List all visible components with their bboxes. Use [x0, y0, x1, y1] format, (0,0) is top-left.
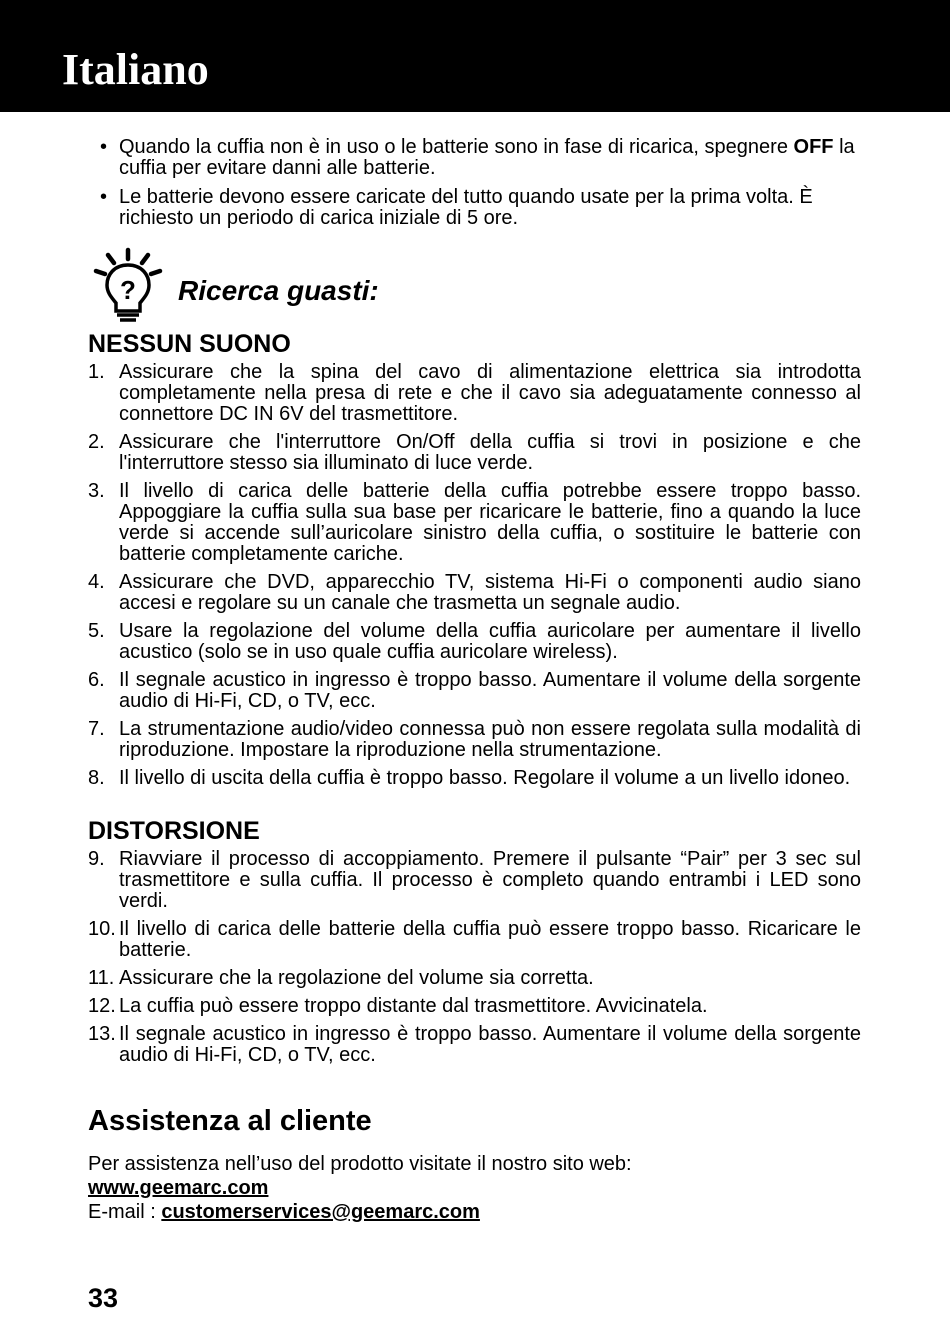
section-spacer	[88, 796, 861, 816]
bullet-icon: •	[100, 186, 108, 208]
email-link[interactable]: customerservices@geemarc.com	[161, 1201, 480, 1223]
item-number: 9.	[88, 848, 105, 870]
note-strong: OFF	[793, 136, 834, 158]
item-number: 8.	[88, 767, 105, 789]
list-item	[88, 621, 861, 663]
item-text: La cuffia può essere troppo distante dal trasmettitore. Avvicinatela.	[119, 995, 708, 1017]
item-number: 3.	[88, 480, 105, 502]
lightbulb-question-icon	[92, 247, 164, 325]
bullet-icon: •	[100, 136, 108, 158]
list-item	[88, 849, 861, 912]
note-item	[88, 137, 861, 179]
list-item	[88, 996, 861, 1017]
list-item	[88, 719, 861, 761]
item-number: 10.	[88, 918, 116, 940]
list-item	[88, 572, 861, 614]
item-number: 12.	[88, 995, 116, 1017]
distortion-heading: DISTORSIONE	[88, 817, 260, 845]
list-item	[88, 1024, 861, 1066]
item-number: 4.	[88, 571, 105, 593]
list-item	[88, 362, 861, 425]
website-link[interactable]: www.geemarc.com	[88, 1177, 269, 1199]
page-number: 33	[88, 1283, 119, 1313]
header-bar	[0, 0, 950, 112]
svg-text:?: ?	[120, 275, 136, 305]
troubleshooting-header	[88, 247, 861, 329]
list-item	[88, 432, 861, 474]
notes-list	[88, 137, 861, 229]
item-text: Il segnale acustico in ingresso è troppo basso. Aumentare il volume della sorgente audio di Hi-Fi, CD, o TV, ecc.	[119, 669, 861, 712]
list-item	[88, 919, 861, 961]
support-title: Assistenza al cliente	[88, 1105, 372, 1137]
item-text: Il livello di uscita della cuffia è troppo basso. Regolare il volume a un livello idoneo.	[119, 767, 851, 789]
no-sound-heading: NESSUN SUONO	[88, 330, 291, 358]
note-text: Quando la cuffia non è in uso o le batterie sono in fase di ricarica, spegnere	[119, 136, 794, 158]
note-item	[88, 187, 861, 229]
item-text: Il livello di carica delle batterie della cuffia potrebbe essere troppo basso. Appoggiare la cuffia sulla sua base per ricaricare le batterie, fino a quando la luce verde si accende sull’auricolare sinistro della cuffia, o sostituire le batterie con batterie completamente cariche.	[119, 480, 861, 565]
item-number: 6.	[88, 669, 105, 691]
item-number: 2.	[88, 431, 105, 453]
list-item	[88, 481, 861, 565]
distortion-list	[88, 849, 861, 1066]
page-language-title: Italiano	[62, 45, 209, 94]
item-text: Il segnale acustico in ingresso è troppo basso. Aumentare il volume della sorgente audio di Hi-Fi, CD, o TV, ecc.	[119, 1023, 861, 1066]
item-text: Il livello di carica delle batterie della cuffia può essere troppo basso. Ricaricare le batterie.	[119, 918, 861, 961]
item-text: La strumentazione audio/video connessa può non essere regolata sulla modalità di riproduzione. Impostare la riproduzione nella strumentazione.	[119, 718, 861, 761]
no-sound-list	[88, 362, 861, 789]
item-number: 1.	[88, 361, 105, 383]
page-content	[88, 137, 861, 1224]
item-text: Assicurare che la spina del cavo di alimentazione elettrica sia introdotta completamente nella presa di rete e che il cavo sia adeguatamente connesso al connettore DC IN 6V del trasmettitore.	[119, 361, 861, 425]
item-number: 13.	[88, 1023, 116, 1045]
item-text: Usare la regolazione del volume della cuffia auricolare per aumentare il livello acustico (solo se in uso quale cuffia auricolare wireless).	[119, 620, 861, 663]
list-item	[88, 670, 861, 712]
list-item	[88, 968, 861, 989]
list-item	[88, 768, 861, 789]
troubleshooting-title: Ricerca guasti:	[178, 275, 379, 306]
support-block	[88, 1152, 861, 1224]
note-text-end: la cuffia per evitare danni alle batterie.	[119, 136, 855, 179]
item-number: 7.	[88, 718, 105, 740]
item-text: Assicurare che l'interruttore On/Off della cuffia si trovi in posizione e che l'interruttore stesso sia illuminato di luce verde.	[119, 431, 861, 474]
email-label: E-mail :	[88, 1201, 162, 1223]
item-text: Assicurare che DVD, apparecchio TV, sistema Hi-Fi o componenti audio siano accesi e regolare su un canale che trasmetta un segnale audio.	[119, 571, 861, 614]
support-intro: Per assistenza nell’uso del prodotto visitate il nostro sito web:	[88, 1153, 632, 1175]
item-text: Assicurare che la regolazione del volume sia corretta.	[119, 967, 594, 989]
note-text: Le batterie devono essere caricate del tutto quando usate per la prima volta. È richiesto un periodo di carica iniziale di 5 ore.	[119, 186, 813, 229]
item-number: 5.	[88, 620, 105, 642]
item-text: Riavviare il processo di accoppiamento. Premere il pulsante “Pair” per 3 sec sul trasmettitore e sulla cuffia. Il processo è completo quando entrambi i LED sono verdi.	[119, 848, 861, 912]
item-number: 11.	[88, 967, 115, 989]
